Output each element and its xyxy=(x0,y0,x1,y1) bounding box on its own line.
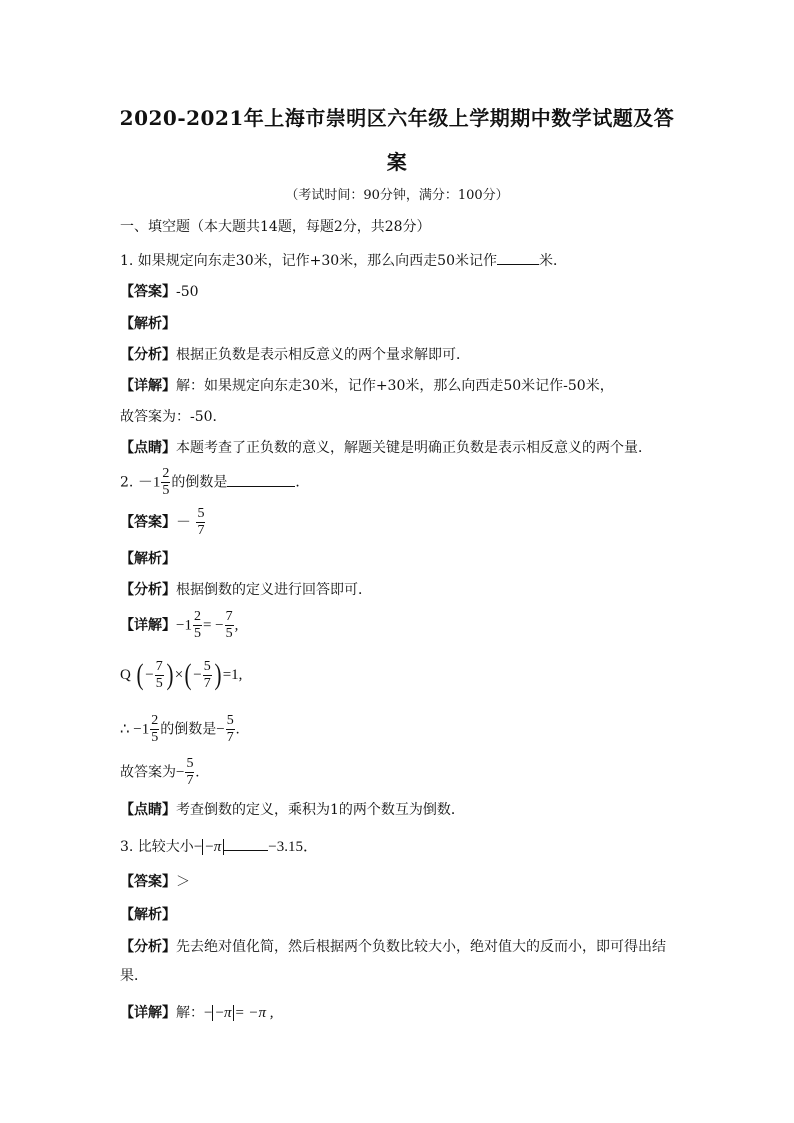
right-paren: ) xyxy=(166,658,174,691)
absolute-value xyxy=(212,1005,234,1021)
document-title-line1: 2020-2021年上海市崇明区六年级上学期期中数学试题及答 xyxy=(119,106,675,130)
q3-fenxi-cont: 果． xyxy=(120,968,148,984)
conclusion-text: 故答案为 xyxy=(120,764,176,781)
period: . xyxy=(235,721,240,738)
q3-analysis-label xyxy=(120,905,176,925)
frac-num: 5 xyxy=(186,756,194,771)
q3-detail xyxy=(120,1003,273,1023)
analysis-label: 【解析】 xyxy=(120,316,176,332)
therefore-expression: ∴ −1 xyxy=(120,721,150,738)
pi-symbol: π xyxy=(223,1005,232,1021)
section-heading: 一、填空题（本大题共14题，每题2分，共28分） xyxy=(120,219,431,235)
q2-fenxi-text: 根据倒数的定义进行回答即可． xyxy=(176,582,372,598)
q2-answer xyxy=(120,506,206,539)
fraction-2-5 xyxy=(193,609,202,642)
q3-fenxi-text: 先去绝对值化简，然后根据两个负数比较大小，绝对值大的反而小，即可得出结 xyxy=(176,939,666,955)
q1-fenxi-text: 根据正负数是表示相反意义的两个量求解即可． xyxy=(176,347,470,363)
fenxi-label: 【分析】 xyxy=(120,939,176,955)
frac-den: 5 xyxy=(193,626,201,641)
q1-answer xyxy=(120,282,199,302)
fraction-5-7 xyxy=(196,506,205,539)
question-1-stem xyxy=(120,250,567,271)
q1-conclusion: 故答案为：-50． xyxy=(120,409,227,425)
period: . xyxy=(195,764,200,781)
q3-detail-equation: = −π , xyxy=(234,1005,274,1021)
absolute-value xyxy=(202,839,224,855)
question-3-stem xyxy=(120,836,318,857)
q2-analysis-label xyxy=(120,549,176,569)
equals-one: =1, xyxy=(222,667,243,683)
because-symbol: Q xyxy=(120,667,131,683)
frac-den: 7 xyxy=(186,773,194,788)
minus-sign: − xyxy=(193,667,202,683)
frac-den: 5 xyxy=(225,626,233,641)
minus-sign: − xyxy=(215,1005,224,1021)
frac-den: 5 xyxy=(151,730,159,745)
left-paren: ( xyxy=(136,658,144,691)
pi-symbol: π xyxy=(213,839,222,855)
frac-num: 2 xyxy=(162,466,170,481)
fraction-7-5 xyxy=(225,609,234,642)
frac-num: 7 xyxy=(225,609,233,624)
fenxi-label: 【分析】 xyxy=(120,582,176,598)
answer-label: 【答案】 xyxy=(120,874,176,890)
comma: , xyxy=(234,617,239,634)
q2-comment xyxy=(120,800,465,820)
question-2-number: 2. xyxy=(120,474,134,491)
q2-fenxi xyxy=(120,580,372,600)
exam-info: （考试时间：90分钟，满分：100分） xyxy=(285,188,509,203)
analysis-label: 【解析】 xyxy=(120,551,176,567)
fraction-5-7 xyxy=(226,713,235,746)
minus-sign: − xyxy=(193,839,203,855)
q1-detail-text: 解：如果规定向东走30米，记作+30米，那么向西走50米记作-50米， xyxy=(176,378,614,394)
frac-den: 7 xyxy=(203,675,211,691)
question-2-text: 的倒数是 xyxy=(171,474,228,491)
question-2-end: ． xyxy=(295,474,310,491)
q2-detail xyxy=(120,609,238,642)
frac-num: 5 xyxy=(203,658,211,674)
detail-label: 【详解】 xyxy=(120,378,176,394)
right-paren: ) xyxy=(214,658,222,691)
fraction-5-7 xyxy=(185,756,194,789)
frac-den: 5 xyxy=(162,483,170,498)
frac-num: 5 xyxy=(226,713,234,728)
question-3-value: −3.15． xyxy=(268,839,318,855)
fraction-2-5 xyxy=(150,713,159,746)
left-paren: ( xyxy=(184,658,192,691)
q1-detail xyxy=(120,376,614,396)
question-1-text: 1. 如果规定向东走30米，记作+30米，那么向西走50米记作 xyxy=(120,253,497,269)
q2-because-line xyxy=(120,658,242,692)
detail-label: 【详解】 xyxy=(120,617,176,634)
frac-den: 7 xyxy=(197,523,205,538)
question-1-text-end: 米． xyxy=(538,253,567,269)
q1-answer-value: -50 xyxy=(176,284,199,300)
mixed-number-whole: －1 xyxy=(137,474,161,491)
detail-label: 【详解】 xyxy=(120,1005,176,1021)
answer-blank xyxy=(227,472,295,487)
fraction-5-7 xyxy=(203,659,212,692)
frac-num: 2 xyxy=(193,609,201,624)
equals-minus: = − xyxy=(202,617,224,634)
q3-answer-value: ＞ xyxy=(176,874,190,890)
minus-sign: − xyxy=(205,839,214,855)
mixed-number-whole: −1 xyxy=(176,617,192,634)
question-2-stem xyxy=(120,466,309,499)
q1-comment-text: 本题考查了正负数的意义，解题关键是明确正负数是表示相反意义的两个量． xyxy=(176,440,652,456)
frac-den: 5 xyxy=(155,675,163,691)
q3-fenxi xyxy=(120,937,666,957)
document-title-line2: 案 xyxy=(386,150,408,174)
q1-comment xyxy=(120,438,652,458)
question-3-text: 3. 比较大小 xyxy=(120,839,194,855)
times-sign: × xyxy=(174,667,184,683)
q3-detail-prefix: 解： xyxy=(176,1005,204,1021)
reciprocal-text: 的倒数是 xyxy=(160,721,217,738)
answer-blank xyxy=(497,250,539,265)
minus-sign: − xyxy=(176,764,185,781)
answer-blank xyxy=(224,836,268,851)
minus-sign: － xyxy=(176,514,192,531)
comment-label: 【点睛】 xyxy=(120,802,176,818)
q1-fenxi xyxy=(120,345,470,365)
q3-answer xyxy=(120,872,190,892)
minus-sign: − xyxy=(204,1005,213,1021)
q1-analysis-label xyxy=(120,314,176,334)
q2-comment-text: 考查倒数的定义，乘积为1的两个数互为倒数． xyxy=(176,802,465,818)
frac-num: 2 xyxy=(151,713,159,728)
q2-therefore-line xyxy=(120,713,239,746)
analysis-label: 【解析】 xyxy=(120,907,176,923)
comment-label: 【点睛】 xyxy=(120,440,176,456)
minus-sign: − xyxy=(145,667,154,683)
answer-label: 【答案】 xyxy=(120,284,176,300)
fraction-7-5 xyxy=(155,659,164,692)
fenxi-label: 【分析】 xyxy=(120,347,176,363)
frac-den: 7 xyxy=(226,730,234,745)
frac-num: 7 xyxy=(155,658,163,674)
answer-label: 【答案】 xyxy=(120,514,176,531)
minus-sign: − xyxy=(216,721,225,738)
frac-num: 5 xyxy=(197,506,205,521)
q2-conclusion xyxy=(120,756,199,789)
fraction-2-5 xyxy=(161,466,170,499)
